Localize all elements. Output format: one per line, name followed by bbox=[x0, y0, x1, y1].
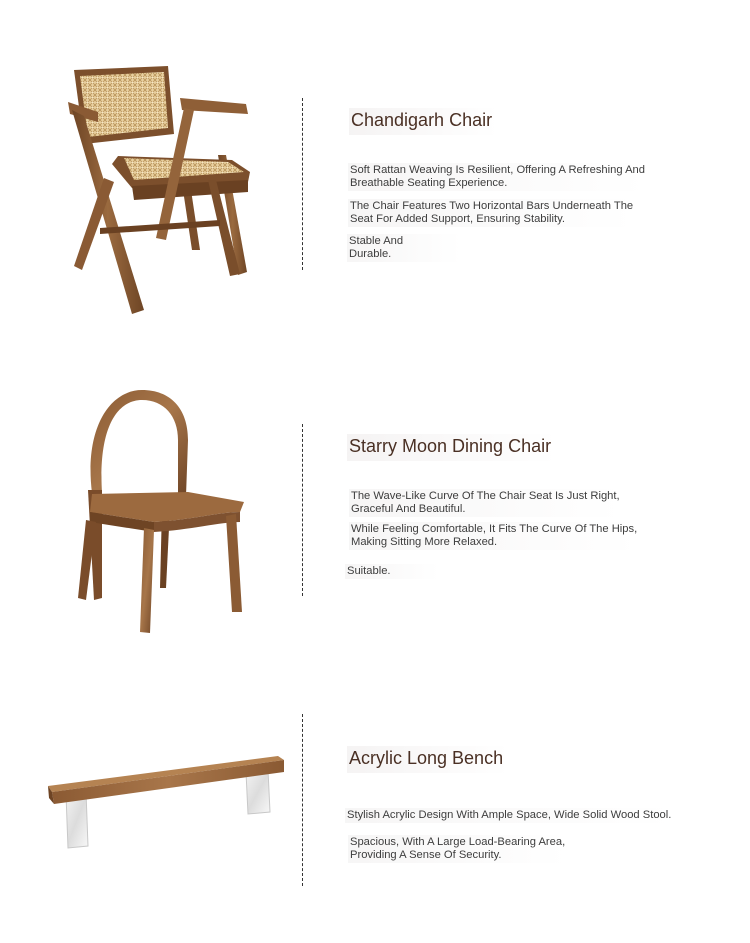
acrylic-bench-image bbox=[46, 752, 286, 854]
product-section-chandigarh bbox=[0, 0, 750, 330]
wooden-dining-chair-image bbox=[70, 388, 255, 633]
product-description: The Chair Features Two Horizontal Bars Underneath The Seat For Added Support, Ensuring Stability. bbox=[350, 200, 634, 225]
product-title: Starry Moon Dining Chair bbox=[347, 434, 557, 461]
section-divider bbox=[302, 98, 303, 270]
product-section-acrylic-bench bbox=[0, 700, 750, 900]
product-description: While Feeling Comfortable, It Fits The Curve Of The Hips, Making Sitting More Relaxed. bbox=[351, 523, 638, 548]
product-description: Stable And Durable. bbox=[347, 234, 461, 262]
product-title: Chandigarh Chair bbox=[349, 108, 498, 135]
product-description: Spacious, With A Large Load-Bearing Area, Providing A Sense Of Security. bbox=[350, 836, 566, 861]
product-title: Acrylic Long Bench bbox=[347, 746, 509, 773]
product-description: Soft Rattan Weaving Is Resilient, Offering A Refreshing And Breathable Seating Experience. bbox=[350, 164, 645, 189]
product-description: Stylish Acrylic Design With Ample Space, Wide Solid Wood Stool. bbox=[347, 809, 672, 821]
section-divider bbox=[302, 424, 303, 596]
product-section-starry-moon bbox=[0, 380, 750, 650]
product-description: The Wave-Like Curve Of The Chair Seat Is Just Right, Graceful And Beautiful. bbox=[351, 490, 620, 515]
product-description: Suitable. bbox=[345, 564, 439, 579]
section-divider bbox=[302, 714, 303, 886]
rattan-armchair-image bbox=[60, 60, 260, 320]
